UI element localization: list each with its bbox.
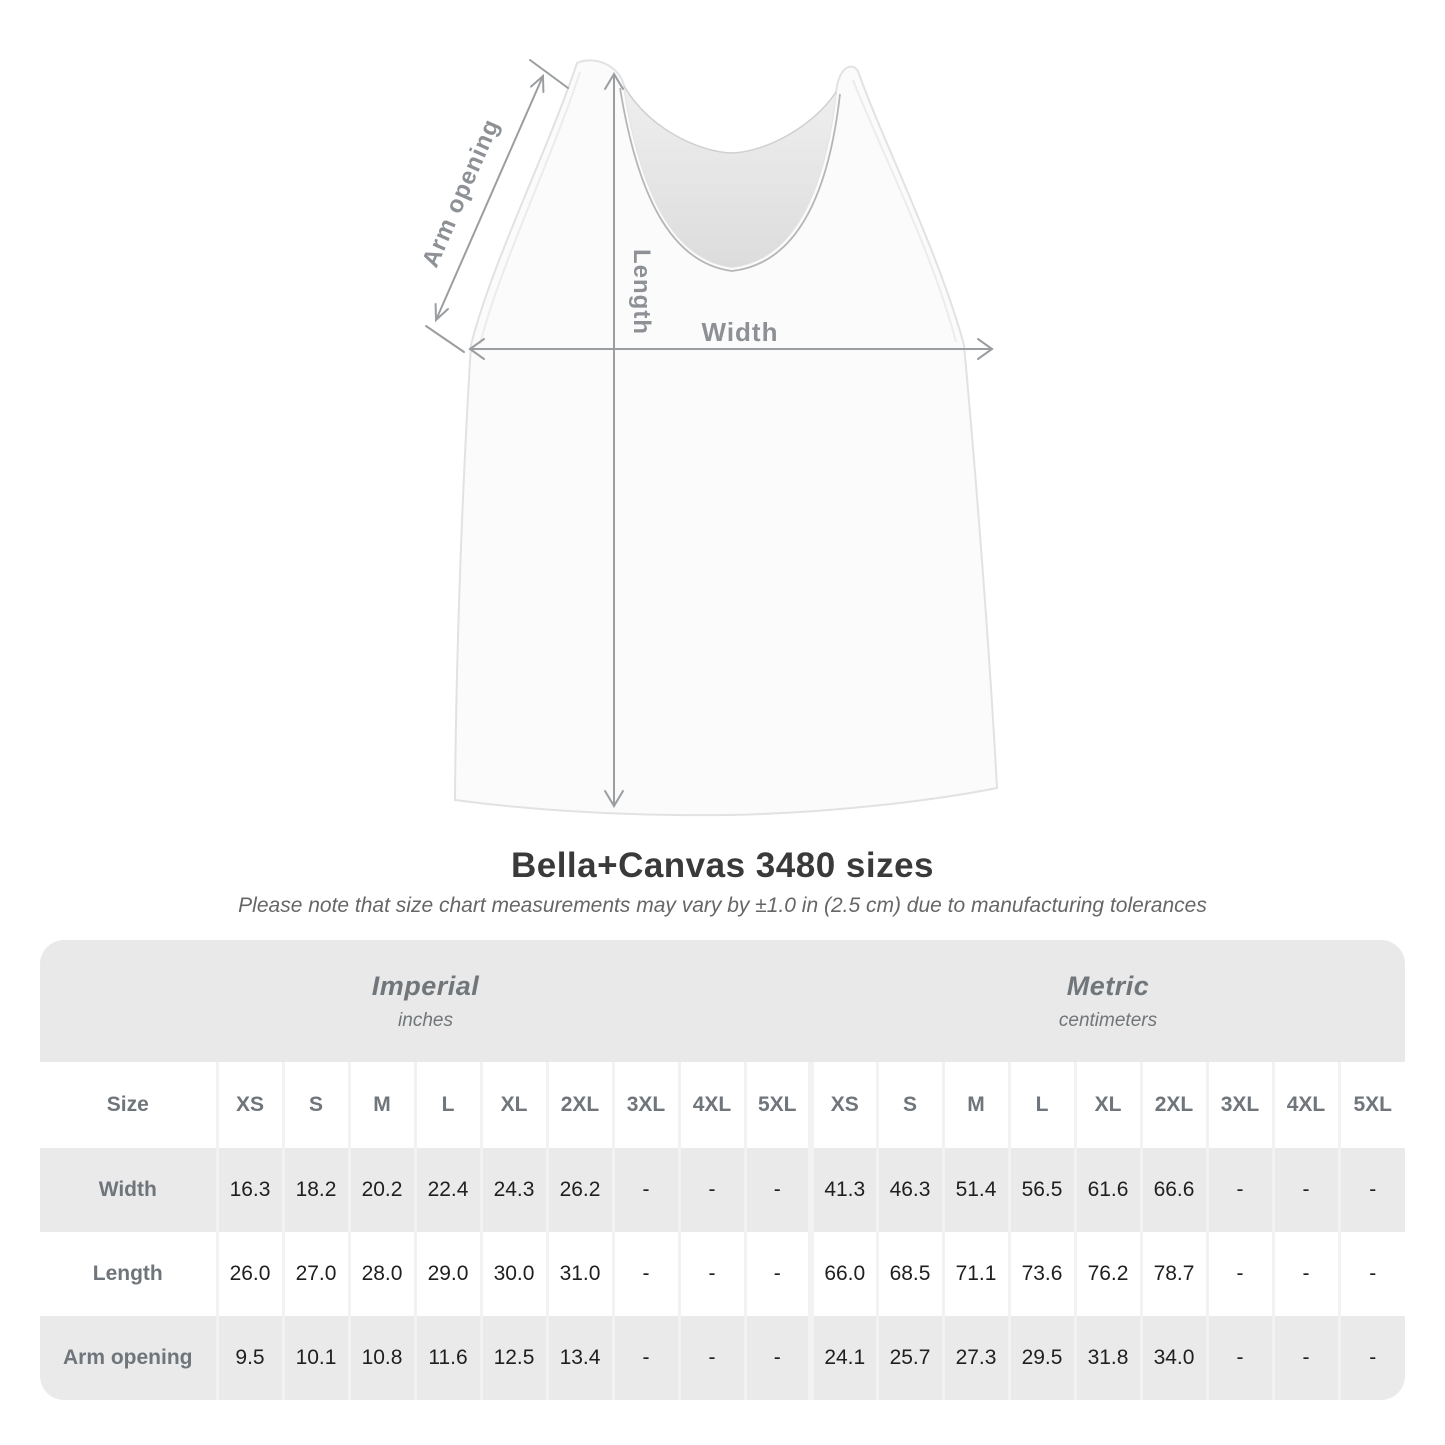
table-row: [40, 1148, 1405, 1232]
value-cell: -: [1273, 1148, 1339, 1232]
imperial-unit: inches: [398, 1009, 453, 1031]
table-row: [40, 1316, 1405, 1400]
value-cell: -: [1207, 1232, 1273, 1316]
metric-title: Metric: [1066, 970, 1150, 1001]
size-header-imperial-xl: XL: [481, 1062, 547, 1148]
value-cell: 71.1: [943, 1232, 1009, 1316]
value-cell: 34.0: [1141, 1316, 1207, 1400]
size-chart: [40, 940, 1405, 1400]
value-cell: -: [745, 1232, 811, 1316]
value-cell: 28.0: [349, 1232, 415, 1316]
tolerance-note: Please note that size chart measurements may vary by ±1.0 in (2.5 cm) due to manufacturing tolerances: [238, 894, 1207, 917]
value-cell: 68.5: [877, 1232, 943, 1316]
value-cell: 46.3: [877, 1148, 943, 1232]
value-cell: 24.3: [481, 1148, 547, 1232]
value-cell: 66.6: [1141, 1148, 1207, 1232]
value-cell: 56.5: [1009, 1148, 1075, 1232]
value-cell: 20.2: [349, 1148, 415, 1232]
width-label: Width: [701, 317, 779, 347]
value-cell: 30.0: [481, 1232, 547, 1316]
value-cell: -: [1339, 1148, 1405, 1232]
size-header-metric-3xl: 3XL: [1207, 1062, 1273, 1148]
value-cell: 29.5: [1009, 1316, 1075, 1400]
value-cell: 76.2: [1075, 1232, 1141, 1316]
value-cell: 26.0: [217, 1232, 283, 1316]
value-cell: 27.0: [283, 1232, 349, 1316]
size-header-imperial-4xl: 4XL: [679, 1062, 745, 1148]
size-header-metric-4xl: 4XL: [1273, 1062, 1339, 1148]
value-cell: 12.5: [481, 1316, 547, 1400]
row-label: Arm opening: [40, 1316, 217, 1400]
size-table: [40, 940, 1405, 1400]
length-label: Length: [628, 249, 655, 335]
value-cell: -: [613, 1316, 679, 1400]
size-header-imperial-m: M: [349, 1062, 415, 1148]
imperial-title: Imperial: [371, 970, 480, 1001]
value-cell: -: [679, 1148, 745, 1232]
value-cell: 13.4: [547, 1316, 613, 1400]
size-header-metric-xl: XL: [1075, 1062, 1141, 1148]
size-header-metric-xs: XS: [811, 1062, 877, 1148]
value-cell: 66.0: [811, 1232, 877, 1316]
size-header-metric-m: M: [943, 1062, 1009, 1148]
value-cell: 29.0: [415, 1232, 481, 1316]
value-cell: 61.6: [1075, 1148, 1141, 1232]
size-header-imperial-l: L: [415, 1062, 481, 1148]
metric-unit: centimeters: [1058, 1009, 1158, 1031]
value-cell: -: [1273, 1316, 1339, 1400]
value-cell: 31.8: [1075, 1316, 1141, 1400]
value-cell: -: [745, 1148, 811, 1232]
value-cell: 10.8: [349, 1316, 415, 1400]
size-header-metric-5xl: 5XL: [1339, 1062, 1405, 1148]
value-cell: 24.1: [811, 1316, 877, 1400]
value-cell: 41.3: [811, 1148, 877, 1232]
value-cell: 22.4: [415, 1148, 481, 1232]
value-cell: 78.7: [1141, 1232, 1207, 1316]
value-cell: 26.2: [547, 1148, 613, 1232]
value-cell: 25.7: [877, 1316, 943, 1400]
size-header-metric-l: L: [1009, 1062, 1075, 1148]
value-cell: -: [1339, 1232, 1405, 1316]
row-label: Width: [40, 1148, 217, 1232]
metric-section-header: [811, 940, 1405, 1062]
value-cell: -: [1339, 1316, 1405, 1400]
size-header-imperial-s: S: [283, 1062, 349, 1148]
value-cell: -: [1273, 1232, 1339, 1316]
value-cell: 73.6: [1009, 1232, 1075, 1316]
table-row: [40, 1232, 1405, 1316]
size-header-metric-2xl: 2XL: [1141, 1062, 1207, 1148]
value-cell: 18.2: [283, 1148, 349, 1232]
value-cell: -: [613, 1148, 679, 1232]
value-cell: 27.3: [943, 1316, 1009, 1400]
value-cell: -: [679, 1316, 745, 1400]
size-header-imperial-xs: XS: [217, 1062, 283, 1148]
row-label: Length: [40, 1232, 217, 1316]
value-cell: 31.0: [547, 1232, 613, 1316]
value-cell: -: [1207, 1148, 1273, 1232]
size-column-header: Size: [40, 1062, 217, 1148]
arm-opening-label: Arm opening: [417, 114, 506, 272]
value-cell: -: [613, 1232, 679, 1316]
size-header-row: [40, 1062, 1405, 1148]
value-cell: 11.6: [415, 1316, 481, 1400]
size-header-metric-s: S: [877, 1062, 943, 1148]
page-title: Bella+Canvas 3480 sizes: [510, 846, 935, 885]
size-table-body: [40, 940, 1405, 1400]
section-header-row: [40, 940, 1405, 1062]
value-cell: -: [679, 1232, 745, 1316]
value-cell: 16.3: [217, 1148, 283, 1232]
size-header-imperial-3xl: 3XL: [613, 1062, 679, 1148]
value-cell: 51.4: [943, 1148, 1009, 1232]
size-header-imperial-2xl: 2XL: [547, 1062, 613, 1148]
value-cell: 9.5: [217, 1316, 283, 1400]
size-header-imperial-5xl: 5XL: [745, 1062, 811, 1148]
tank-top-illustration: [455, 60, 997, 815]
value-cell: 10.1: [283, 1316, 349, 1400]
value-cell: -: [745, 1316, 811, 1400]
imperial-section-header: [40, 940, 811, 1062]
value-cell: -: [1207, 1316, 1273, 1400]
